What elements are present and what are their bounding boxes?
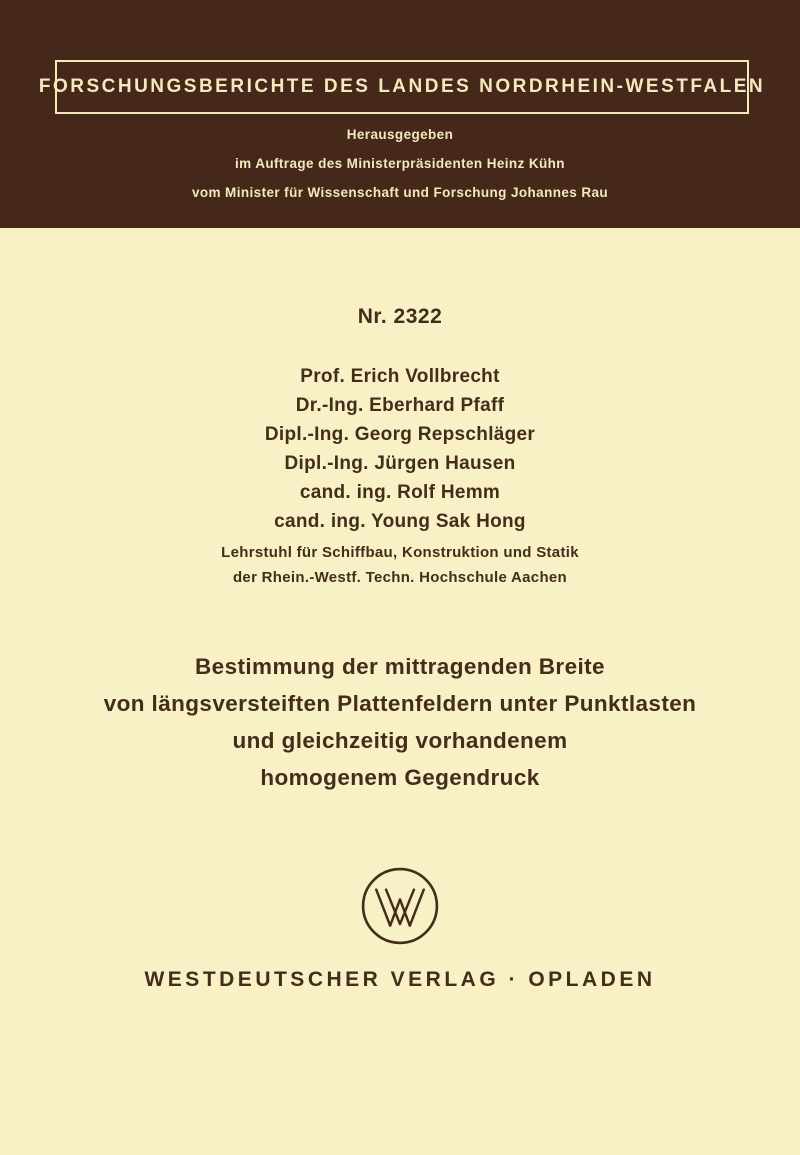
main-title-line: von längsversteiften Plattenfeldern unter Punktlasten <box>103 691 697 716</box>
main-title-line: und gleichzeitig vorhandenem <box>232 728 568 753</box>
author-line: cand. ing. Young Sak Hong <box>274 511 526 532</box>
series-title: FORSCHUNGSBERICHTE DES LANDES NORDRHEIN-WESTFALEN <box>38 76 766 97</box>
affiliation-line: der Rhein.-Westf. Techn. Hochschule Aachen <box>232 569 568 586</box>
main-title-line: Bestimmung der mittragenden Breite <box>195 654 605 679</box>
affiliation-line: Lehrstuhl für Schiffbau, Konstruktion und Statik <box>221 544 579 561</box>
imprint-line: im Auftrage des Ministerpräsidenten Heinz Kühn <box>235 156 565 171</box>
w-monogram-icon <box>359 865 441 947</box>
main-title <box>0 648 800 796</box>
publisher-logo <box>0 865 800 947</box>
author-list <box>0 362 800 536</box>
author-line: Dipl.-Ing. Jürgen Hausen <box>284 453 516 474</box>
affiliation-block <box>0 540 800 590</box>
header-band <box>0 0 800 228</box>
imprint-block <box>0 120 800 207</box>
publisher-name: WESTDEUTSCHER VERLAG · OPLADEN <box>144 968 656 991</box>
author-line: Prof. Erich Vollbrecht <box>300 366 500 387</box>
imprint-line: Herausgegeben <box>346 127 454 142</box>
report-number: Nr. 2322 <box>357 305 443 328</box>
author-line: cand. ing. Rolf Hemm <box>299 482 501 503</box>
author-line: Dipl.-Ing. Georg Repschläger <box>264 424 536 445</box>
author-line: Dr.-Ing. Eberhard Pfaff <box>295 395 505 416</box>
series-title-box <box>38 60 766 114</box>
imprint-line: vom Minister für Wissenschaft und Forschung Johannes Rau <box>191 185 609 200</box>
main-title-line: homogenem Gegendruck <box>260 765 540 790</box>
